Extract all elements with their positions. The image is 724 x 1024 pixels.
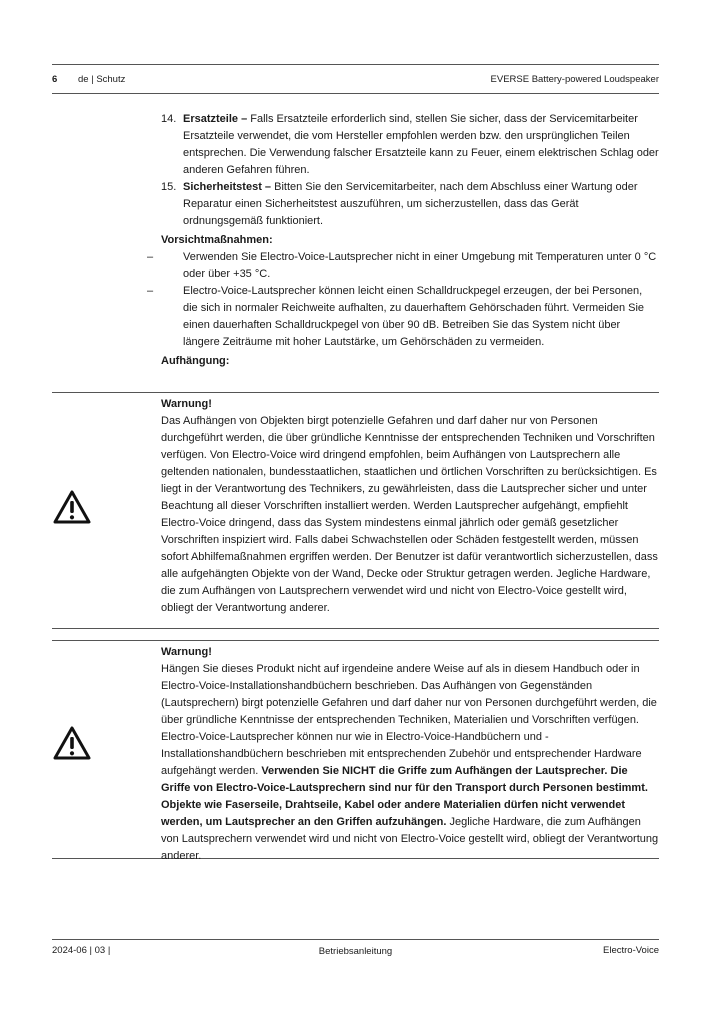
item-title: Ersatzteile – (183, 113, 248, 125)
warning-triangle-icon (52, 489, 92, 525)
page-number: 6 (52, 74, 58, 85)
list-item-15 (161, 179, 659, 230)
warning-text-bold: Verwenden Sie NICHT die Griffe zum Aufhängen der Lautsprecher. Die Griffe von Electro-Voice-Lautsprechern sind nur für den Transport durch Personen bestimmt. Objekte wie Faserseile, Drahtseile, Kabel oder andere Materialien dürfen nicht verwendet werden, um Lautsprecher an den Griffen aufzuhängen. (161, 765, 648, 828)
warning-text: Das Aufhängen von Objekten birgt potenzielle Gefahren und darf daher nur von Personen durchgeführt werden, die über gründliche Kenntnisse der entsprechenden Techniken und Vorschriften verfügen. Von Electro-Voice wird dringend empfohlen, beim Aufhängen von Lautsprechern alle geltenden nationalen, bundesstaatlichen, staatlichen und örtlichen Vorschriften zu berücksichtigen. Es liegt in der Verantwortung des Technikers, zu gewährleisten, dass die Lautsprecher sicher und unter Beachtung all dieser Vorschriften installiert werden. Werden Lautsprecher aufgehängt, empfiehlt Electro-Voice dringend, dass das System mindestens einmal jährlich oder gemäß gesetzlicher Vorschriften inspiziert wird. Falls dabei Schwachstellen oder Schäden festgestellt werden, müssen sofort Abhilfemaßnahmen ergriffen werden. Der Benutzer ist dafür verantwortlich sicherzustellen, dass alle aufgehängten Objekte von der Wand, Decke oder Struktur getragen werden. Jegliche Hardware, die zum Aufhängen von Lautsprechern verwendet wird und nicht von Electro-Voice gestellt wird, obliegt der Verantwortung anderer. (161, 415, 658, 614)
warning-text-regular-end: Jegliche Hardware, die zum Aufhängen von Lautsprechern verwendet wird und nicht von Electro-Voice gestellt wird, obliegt der Verantwortung anderer. (161, 816, 659, 862)
warning-title: Warnung! (161, 646, 212, 658)
item-title: Sicherheitstest – (183, 181, 272, 193)
warning-text-regular: Hängen Sie dieses Produkt nicht auf irgendeine andere Weise auf als in diesem Handbuch oder in Electro-Voice-Installationshandbüchern beschrieben. Das Aufhängen von Gegenständen (Lautsprechern) birgt potenzielle Gefahren und darf daher nur von Personen durchgeführt werden, die über gründliche Kenntnisse der entsprechenden Techniken, Materialien und Vorschriften verfügen. Electro-Voice-Lautsprecher können nur wie in Electro-Voice-Handbüchern und -Installationshandbüchern beschrieben mit entsprechenden Zubehör und entsprechender Hardware aufgehängt werden. (161, 663, 657, 777)
dash-bullet: – (147, 251, 154, 263)
warning-box-2 (52, 640, 659, 862)
item-text: Bitten Sie den Servicemitarbeiter, nach dem Abschluss einer Wartung oder Reparatur einen Sicherheitstest auszuführen, um sicherzustellen, dass das Gerät ordnungsgemäß funktioniert. (183, 181, 638, 227)
precaution-item (147, 249, 659, 283)
warning-title: Warnung! (161, 398, 212, 410)
precautions-heading: Vorsichtmaßnahmen: (161, 234, 273, 246)
precaution-item (147, 283, 659, 351)
footer-doc-type: Betriebsanleitung (318, 946, 393, 957)
precaution-text: Verwenden Sie Electro-Voice-Lautsprecher nicht in einer Umgebung mit Temperaturen unter 0 °C oder über +35 °C. (183, 251, 657, 280)
footer-brand: Electro-Voice (603, 945, 659, 956)
warning-triangle-icon (52, 725, 92, 761)
list-item-14 (161, 111, 659, 179)
warning-box-1 (52, 392, 659, 629)
dash-bullet: – (147, 285, 154, 297)
page-header (52, 64, 659, 94)
main-content (147, 111, 659, 370)
suspension-heading: Aufhängung: (161, 355, 230, 367)
item-number: 15. (161, 181, 177, 193)
precaution-text: Electro-Voice-Lautsprecher können leicht einen Schalldruckpegel erzeugen, der bei Personen, die sich in normaler Reichweite aufhalten, zu dauerhaftem Gehörschaden führt. Vermeiden Sie einen dauerhaften Schalldruckpegel von über 90 dB. Betreiben Sie das System nicht über längere Zeiträume mit hoher Lautstärke, um Gehörschäden zu vermeiden. (183, 285, 645, 348)
item-text: Falls Ersatzteile erforderlich sind, stellen Sie sicher, dass der Servicemitarbeiter Ersatzteile verwendet, die vom Hersteller empfohlen werden bzw. den ursprünglichen Teilen entsprechen. Die Verwendung falscher Ersatzteile kann zu Feuer, einem elektrischen Schlag oder anderen Gefahren führen. (183, 113, 659, 176)
footer-date: 2024-06 | 03 | (52, 945, 111, 956)
product-title: EVERSE Battery-powered Loudspeaker (490, 74, 659, 85)
item-number: 14. (161, 113, 177, 125)
section-label: de | Schutz (78, 74, 126, 85)
warning-text (161, 661, 659, 865)
page-footer (52, 939, 659, 961)
